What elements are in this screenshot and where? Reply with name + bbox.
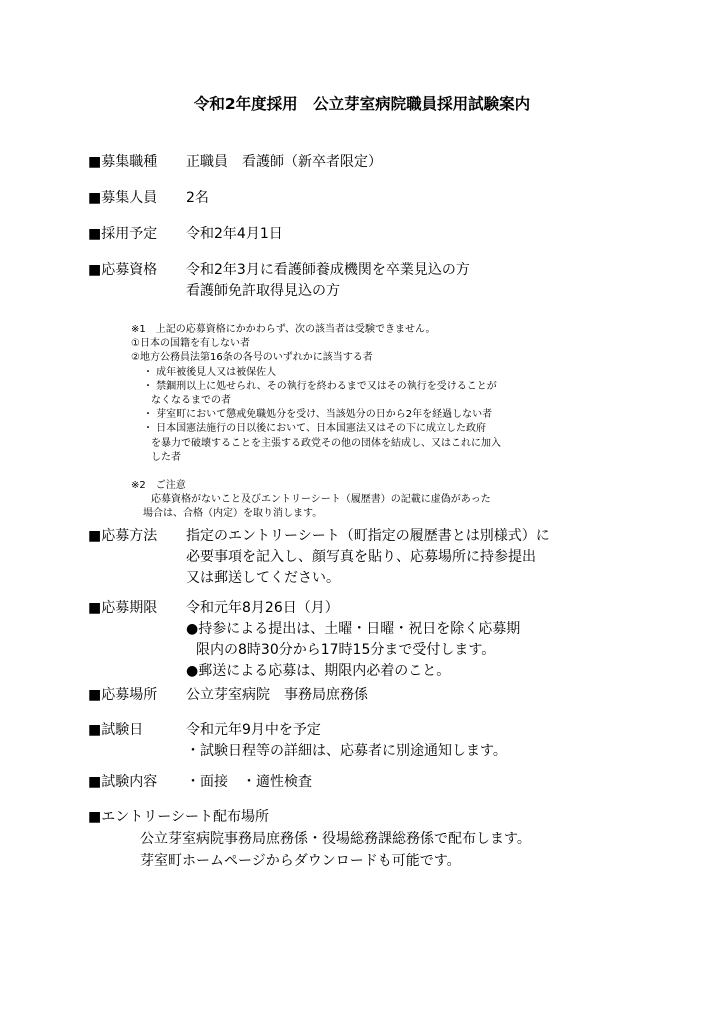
- section-label: ■応募場所: [88, 687, 158, 703]
- section-value: [186, 152, 382, 173]
- section-line: 公立芽室病院事務局庶務係・役場総務課総務係で配布します。: [140, 831, 531, 847]
- section-value: [186, 188, 209, 209]
- note-spacer: [131, 465, 501, 479]
- section-label: ■応募期限: [88, 600, 158, 616]
- section-value: [186, 598, 520, 682]
- section-label: ■採用予定: [88, 226, 158, 242]
- section-value: [186, 224, 283, 245]
- section-line: ・試験日程等の詳細は、応募者に別途通知します。: [186, 743, 507, 759]
- section-line: 指定のエントリーシート（町指定の履歴書とは別様式）に: [186, 528, 550, 544]
- section-label: ■試験内容: [88, 774, 158, 790]
- section-label: ■募集職種: [88, 154, 158, 170]
- note-line: 応募資格がないこと及びエントリーシート（履歴書）の記載に虚偽があった: [151, 494, 491, 506]
- section-label: ■応募方法: [88, 528, 158, 544]
- section-label: ■応募資格: [88, 262, 158, 278]
- note-line: ・ 禁錮刑以上に処せられ、その執行を終わるまで又はその執行を受けることが: [143, 380, 497, 392]
- section-value: [186, 260, 470, 302]
- section-label: ■募集人員: [88, 190, 158, 206]
- section-line: ●郵送による応募は、期限内必着のこと。: [186, 663, 451, 679]
- section-line: ・面接 ・適性検査: [186, 774, 312, 790]
- section-line: 公立芽室病院 事務局庶務係: [186, 687, 368, 703]
- section-line: 令和2年4月1日: [186, 226, 283, 242]
- section-label: ■エントリーシート配布場所: [88, 809, 269, 825]
- section-value: [186, 720, 507, 762]
- note-line: した者: [151, 451, 181, 463]
- note-line: ※1 上記の応募資格にかかわらず、次の該当者は受験できません。: [131, 324, 436, 335]
- section-value: [186, 772, 312, 793]
- section-label: ■試験日: [88, 722, 144, 738]
- section-line: 令和元年8月26日（月）: [186, 600, 339, 616]
- note-line: ※2 ご注意: [131, 480, 186, 492]
- section-value: [186, 526, 550, 589]
- section-line: ●持参による提出は、土曜・日曜・祝日を除く応募期: [186, 621, 521, 637]
- note-line: ①日本の国籍を有しない者: [131, 338, 250, 350]
- section-line: 必要事項を記入し、顔写真を貼り、応募場所に持参提出: [186, 549, 536, 565]
- section-line: 正職員 看護師（新卒者限定）: [186, 154, 382, 170]
- page-title: 令和2年度採用 公立芽室病院職員採用試験案内: [193, 95, 531, 113]
- note-line: ・ 芽室町において懲戒免職処分を受け、当該処分の日から2年を経過しない者: [143, 409, 493, 421]
- qualification-notes: [131, 323, 501, 522]
- section-line: 2名: [186, 190, 209, 206]
- note-line: なくなるまでの者: [151, 394, 231, 406]
- section-entry-sheet: [88, 806, 531, 872]
- note-line: 場合は、合格（内定）を取り消します。: [143, 508, 323, 520]
- section-line: 又は郵送してください。: [186, 570, 340, 586]
- note-line: ②地方公務員法第16条の各号のいずれかに該当する者: [131, 352, 373, 364]
- note-line: を暴力で破壊することを主張する政党その他の団体を結成し、又はこれに加入: [151, 437, 501, 449]
- note-line: ・ 日本国憲法施行の日以後において、日本国憲法又はその下に成立した政府: [143, 423, 486, 435]
- section-line: 看護師免許取得見込の方: [186, 283, 340, 299]
- section-line: 芽室町ホームページからダウンロードも可能です。: [140, 853, 461, 869]
- section-value: [186, 685, 368, 706]
- section-line: 限内の8時30分から17時15分まで受付します。: [196, 642, 496, 658]
- note-line: ・ 成年被後見人又は被保佐人: [143, 366, 277, 378]
- section-line: 令和元年9月中を予定: [186, 722, 321, 738]
- section-line: 令和2年3月に看護師養成機関を卒業見込の方: [186, 262, 470, 278]
